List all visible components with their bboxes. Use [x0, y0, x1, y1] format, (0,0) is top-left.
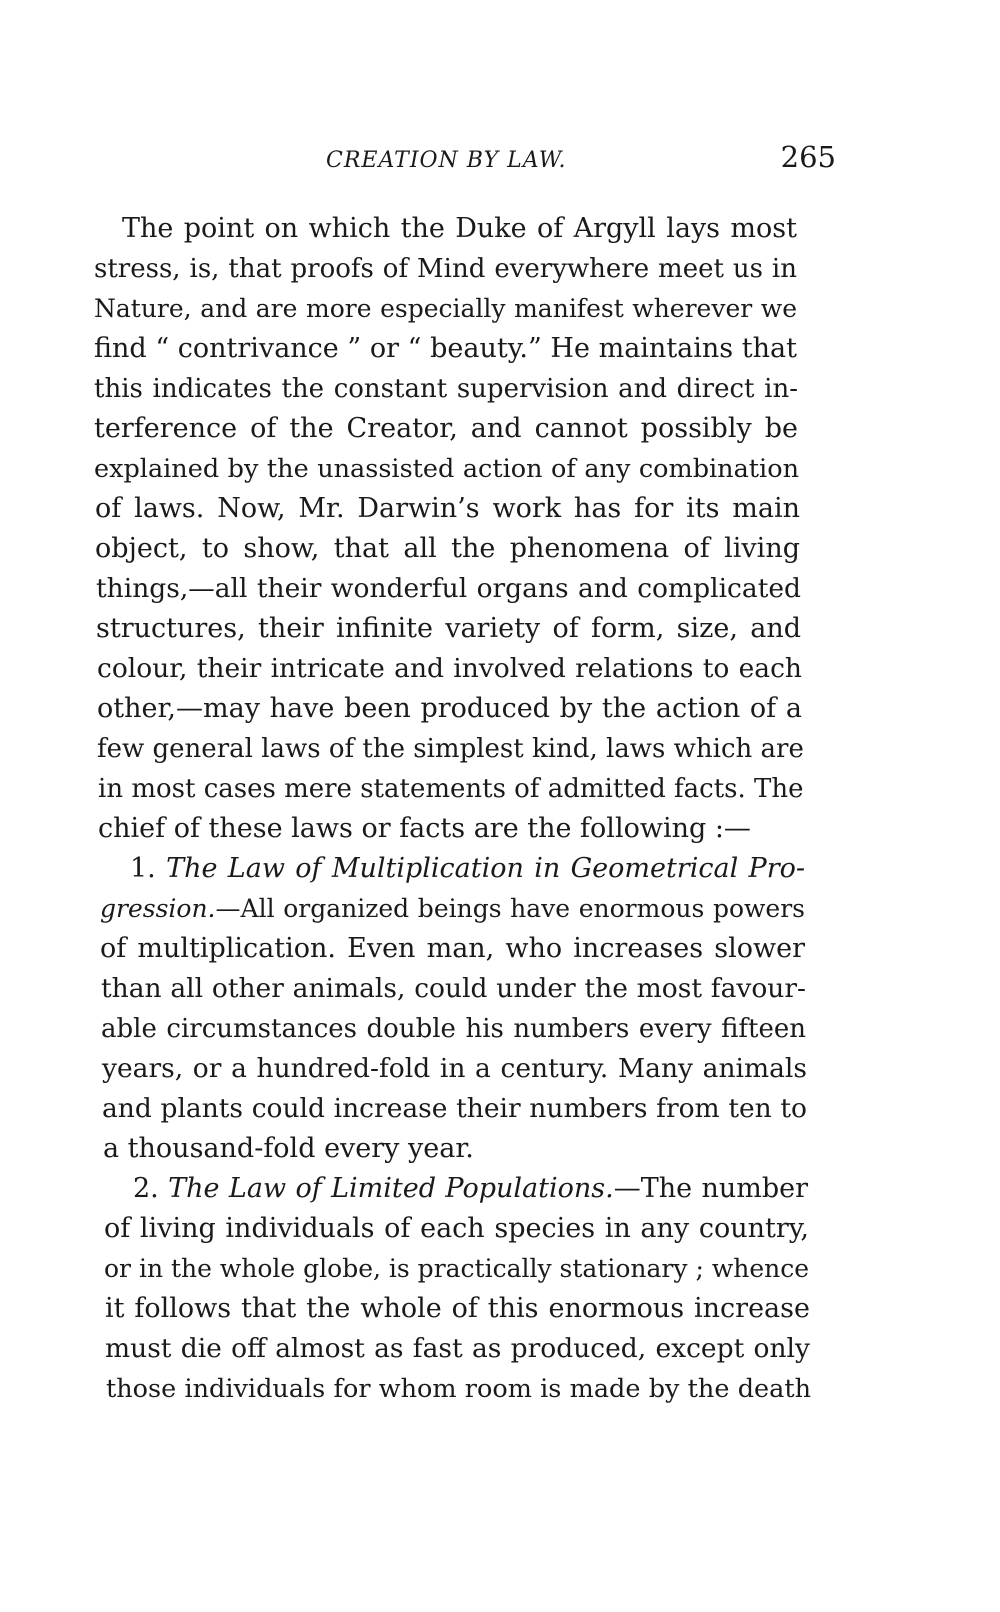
text-line: find “ contrivance ” or “ beauty.” He maintains that	[94, 333, 797, 364]
law-title: The Law of Multiplication in Geometrical Pro-	[166, 853, 805, 884]
text-line: this indicates the constant supervision and direct in-	[94, 374, 798, 404]
text-line: of multiplication. Even man, who increases slower	[100, 933, 805, 964]
text-line: those individuals for whom room is made by the death	[106, 1374, 811, 1404]
text-line: things,—all their wonderful organs and complicated	[96, 573, 801, 604]
text-line: of laws. Now, Mr. Darwin’s work has for its main	[95, 493, 800, 524]
text-line: it follows that the whole of this enormous increase	[105, 1293, 810, 1324]
text-line: must die off almost as fast as produced, except only	[105, 1333, 810, 1364]
page-number: 265	[780, 140, 836, 174]
text-line: object, to show, that all the phenomena of living	[95, 533, 800, 564]
law-1-heading-line	[100, 892, 805, 926]
text-run: —All organized beings have enormous powers	[215, 894, 805, 923]
text-line: structures, their infinite variety of form, size, and	[96, 613, 801, 644]
text-line: than all other animals, could under the most favour-	[101, 973, 806, 1004]
law-number: 2.	[133, 1173, 159, 1204]
text-line: chief of these laws or facts are the following :—	[98, 813, 751, 844]
text-line: and plants could increase their numbers from ten to	[102, 1093, 807, 1124]
running-title: CREATION BY LAW.	[326, 148, 567, 173]
text-line: The point on which the Duke of Argyll lays most	[122, 213, 797, 244]
text-line: other,—may have been produced by the action of a	[97, 693, 802, 724]
text-line: of living individuals of each species in any country,	[104, 1213, 809, 1244]
law-1-heading-line	[130, 852, 805, 886]
law-title: The Law of Limited Populations.	[168, 1173, 614, 1204]
law-number: 1.	[130, 853, 156, 884]
text-line: in most cases mere statements of admitted facts. The	[98, 774, 804, 804]
text-line: explained by the unassisted action of any combination	[94, 454, 799, 484]
text-line: colour, their intricate and involved relations to each	[97, 653, 802, 684]
text-run: —The number	[613, 1173, 808, 1204]
law-2-heading-line	[133, 1172, 808, 1206]
text-line: a thousand-fold every year.	[103, 1133, 474, 1164]
text-line: terference of the Creator, and cannot possibly be	[94, 413, 798, 444]
text-line: able circumstances double his numbers every fifteen	[101, 1014, 806, 1044]
text-line: few general laws of the simplest kind, laws which are	[97, 734, 804, 764]
running-head	[96, 140, 836, 180]
text-line: years, or a hundred-fold in a century. Many animals	[102, 1053, 807, 1084]
text-line: or in the whole globe, is practically stationary ; whence	[104, 1254, 810, 1283]
text-line: Nature, and are more especially manifest wherever we	[94, 294, 797, 323]
text-line: stress, is, that proofs of Mind everywhere meet us in	[94, 254, 797, 284]
law-title: gression.	[100, 894, 216, 923]
